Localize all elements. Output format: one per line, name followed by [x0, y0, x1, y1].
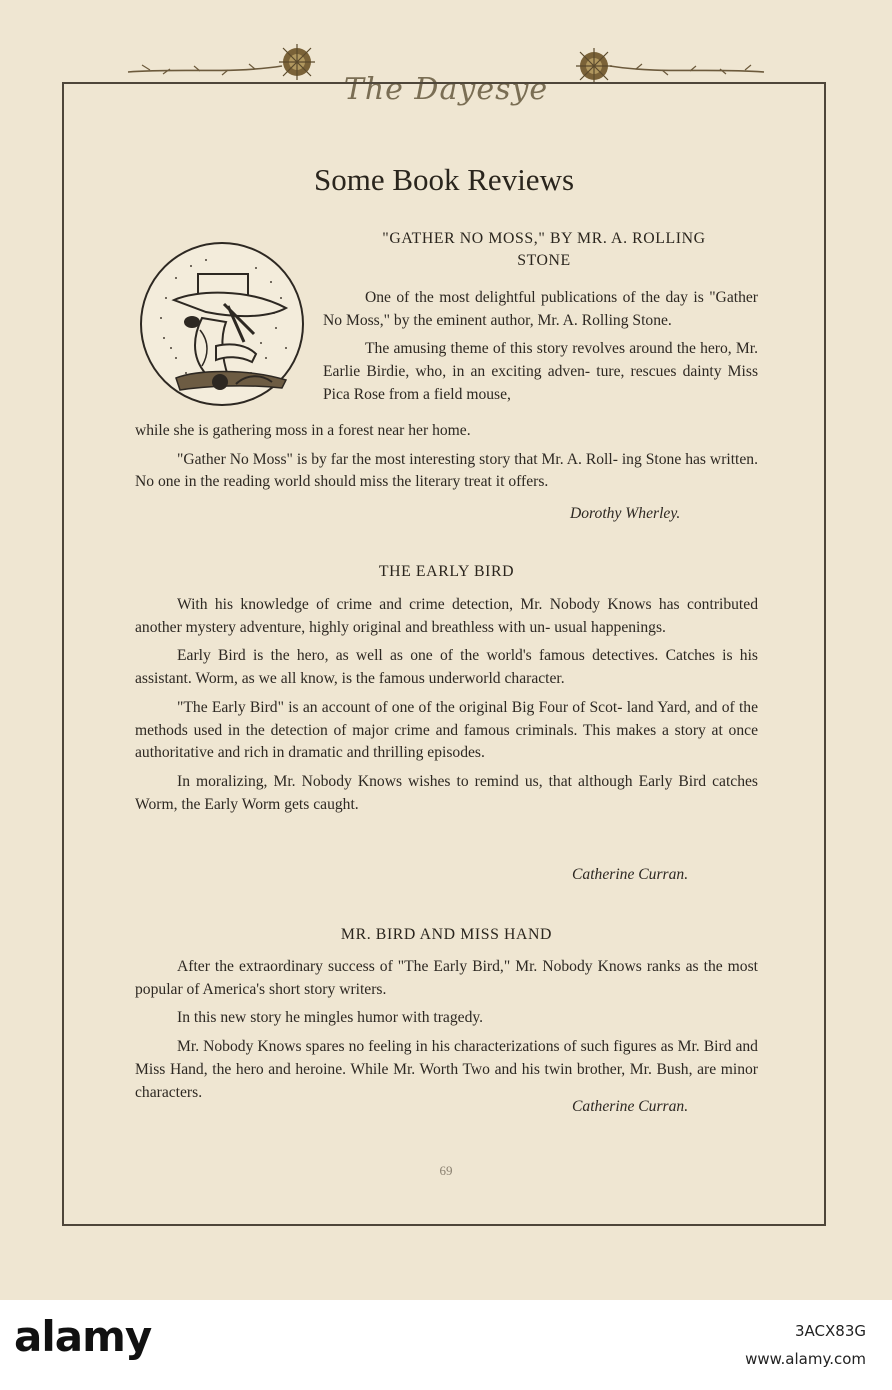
- page-title: Some Book Reviews: [313, 162, 575, 197]
- review-body-mr-bird-and-miss-hand: [135, 956, 758, 1104]
- running-title: The Dayesye: [343, 72, 549, 107]
- image-id: 3ACX83G: [794, 1322, 866, 1340]
- review-body-gather-no-moss: [323, 287, 758, 407]
- paragraph: "Gather No Moss" is by far the most interesting story that Mr. A. Roll- ing Stone has written. No one in the reading world should miss the literary treat it offers.: [135, 450, 758, 491]
- paragraph: One of the most delightful publications of the day is "Gather No Moss," by the eminent author, Mr. A. Rolling Stone.: [323, 289, 758, 329]
- review-heading-early-bird: THE EARLY BIRD: [378, 563, 515, 580]
- page-number: 69: [439, 1163, 453, 1178]
- review-heading-mr-bird-and-miss-hand: MR. BIRD AND MISS HAND: [340, 926, 553, 943]
- review-body-gather-no-moss-continued: [135, 420, 758, 494]
- stock-photo-banner: [0, 1300, 892, 1390]
- site-url: www.alamy.com: [745, 1350, 866, 1368]
- signature-catherine-curran: Catherine Curran.: [572, 1098, 689, 1115]
- review-body-early-bird: [135, 594, 758, 816]
- paragraph: The amusing theme of this story revolves around the hero, Mr. Earlie Birdie, who, in an exciting adven- ture, rescues dainty Miss Pica Rose from a field mouse,: [323, 340, 759, 403]
- paragraph: In moralizing, Mr. Nobody Knows wishes to remind us, that although Early Bird catches Worm, the Early Worm gets caught.: [135, 772, 758, 813]
- paragraph-line: while she is gathering moss in a forest near her home.: [135, 422, 471, 439]
- paragraph: In this new story he mingles humor with tragedy.: [177, 1009, 484, 1027]
- heading-line: STONE: [517, 252, 571, 269]
- paragraph: Mr. Nobody Knows spares no feeling in his characterizations of such figures as Mr. Bird and Miss Hand, the hero and heroine. While Mr. Worth Two and his twin brother, Mr. Bush, are minor characters.: [135, 1038, 758, 1101]
- signature-dorothy-wherley: Dorothy Wherley.: [570, 505, 681, 522]
- review-heading-gather-no-moss: [316, 230, 772, 270]
- paragraph: With his knowledge of crime and crime detection, Mr. Nobody Knows has contributed another mystery adventure, highly original and breathless with un- usual happenings.: [135, 596, 758, 636]
- paragraph: "The Early Bird" is an account of one of the original Big Four of Scot- land Yard, and of the methods used in the detection of major crime and famous criminals. This makes a story at once authoritative and rich in dramatic and thrilling episodes.: [135, 698, 758, 762]
- paragraph: Early Bird is the hero, as well as one of the world's famous detectives. Catches is his assistant. Worm, as we all know, is the famous underworld character.: [135, 647, 758, 688]
- alamy-logo: alamy: [14, 1312, 152, 1361]
- signature-catherine-curran: Catherine Curran.: [572, 866, 689, 883]
- illustration-lady-in-bonnet: [136, 238, 308, 410]
- paragraph: After the extraordinary success of "The Early Bird," Mr. Nobody Knows ranks as the most popular of America's short story writers.: [135, 958, 759, 998]
- heading-line: "GATHER NO MOSS," BY MR. A. ROLLING: [382, 230, 706, 247]
